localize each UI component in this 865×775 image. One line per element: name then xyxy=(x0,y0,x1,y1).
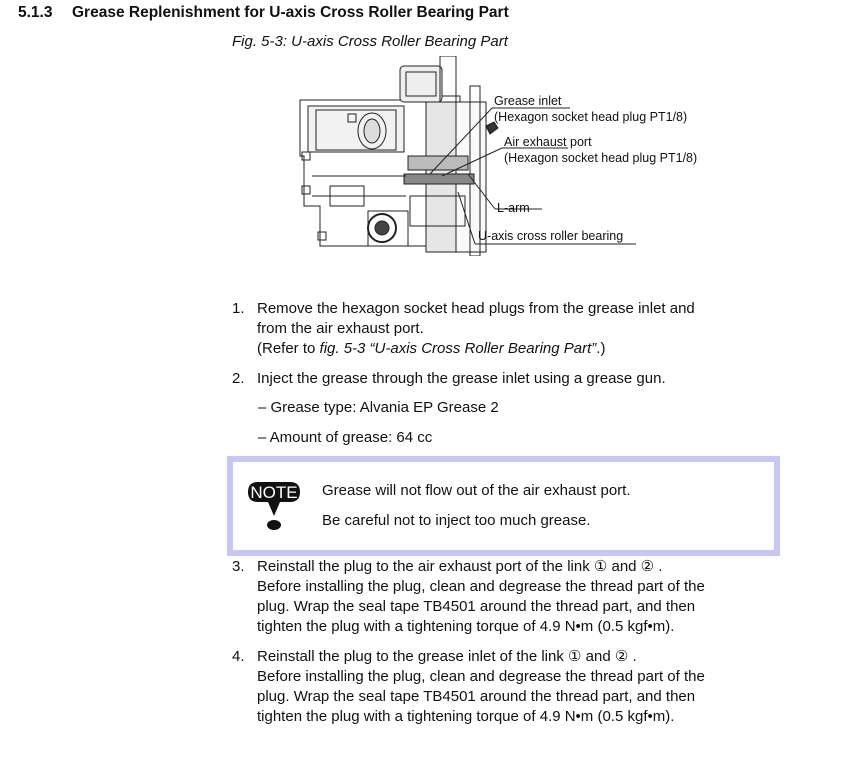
step-number: 3. xyxy=(232,558,245,575)
step-text: Before installing the plug, clean and degrease the thread part of the xyxy=(257,668,705,685)
step-text: Remove the hexagon socket head plugs from the grease inlet and xyxy=(257,300,695,317)
step-number: 4. xyxy=(232,648,245,665)
section-title: Grease Replenishment for U-axis Cross Roller Bearing Part xyxy=(72,4,509,21)
callout-air-exhaust-port: Air exhaust port xyxy=(504,135,592,149)
figure-reference: (Refer to fig. 5-3 “U-axis Cross Roller Bearing Part”.) xyxy=(257,340,606,357)
step-text: from the air exhaust port. xyxy=(257,320,424,337)
note-text-1: Grease will not flow out of the air exhaust port. xyxy=(322,482,631,499)
step-text: tighten the plug with a tightening torque of 4.9 N•m (0.5 kgf•m). xyxy=(257,708,675,725)
grease-amount: – Amount of grease: 64 cc xyxy=(258,429,433,446)
bearing-figure xyxy=(290,56,730,256)
callout-l-arm: L-arm xyxy=(497,201,530,215)
step-text: plug. Wrap the seal tape TB4501 around the thread part, and then xyxy=(257,598,696,615)
grease-type: – Grease type: Alvania EP Grease 2 xyxy=(258,399,499,416)
figure-caption: Fig. 5-3: U-axis Cross Roller Bearing Part xyxy=(232,33,508,50)
section-heading xyxy=(18,4,509,22)
section-number: 5.1.3 xyxy=(18,4,53,21)
note-text-2: Be careful not to inject too much grease. xyxy=(322,512,591,529)
step-number: 2. xyxy=(232,370,245,387)
step-text: Reinstall the plug to the grease inlet of the link ① and ② . xyxy=(257,648,637,665)
callout-grease-inlet: Grease inlet xyxy=(494,94,562,108)
callout-grease-inlet-plug: (Hexagon socket head plug PT1/8) xyxy=(494,110,688,124)
step-number: 1. xyxy=(232,300,245,317)
callout-air-exhaust-plug: (Hexagon socket head plug PT1/8) xyxy=(504,151,698,165)
figure-reference-link[interactable]: fig. 5-3 “U-axis Cross Roller Bearing Part” xyxy=(319,340,597,357)
step-text: plug. Wrap the seal tape TB4501 around the thread part, and then xyxy=(257,688,696,705)
step-text: Reinstall the plug to the air exhaust port of the link ① and ② . xyxy=(257,558,663,575)
note-icon xyxy=(242,476,306,536)
bearing-drawing xyxy=(290,56,730,256)
note-label: NOTE xyxy=(250,483,298,502)
step-text: tighten the plug with a tightening torque of 4.9 N•m (0.5 kgf•m). xyxy=(257,618,675,635)
step-text: Before installing the plug, clean and degrease the thread part of the xyxy=(257,578,705,595)
note-box xyxy=(227,456,780,556)
step-text: Inject the grease through the grease inlet using a grease gun. xyxy=(257,370,666,387)
callout-bearing: U-axis cross roller bearing xyxy=(478,229,624,243)
